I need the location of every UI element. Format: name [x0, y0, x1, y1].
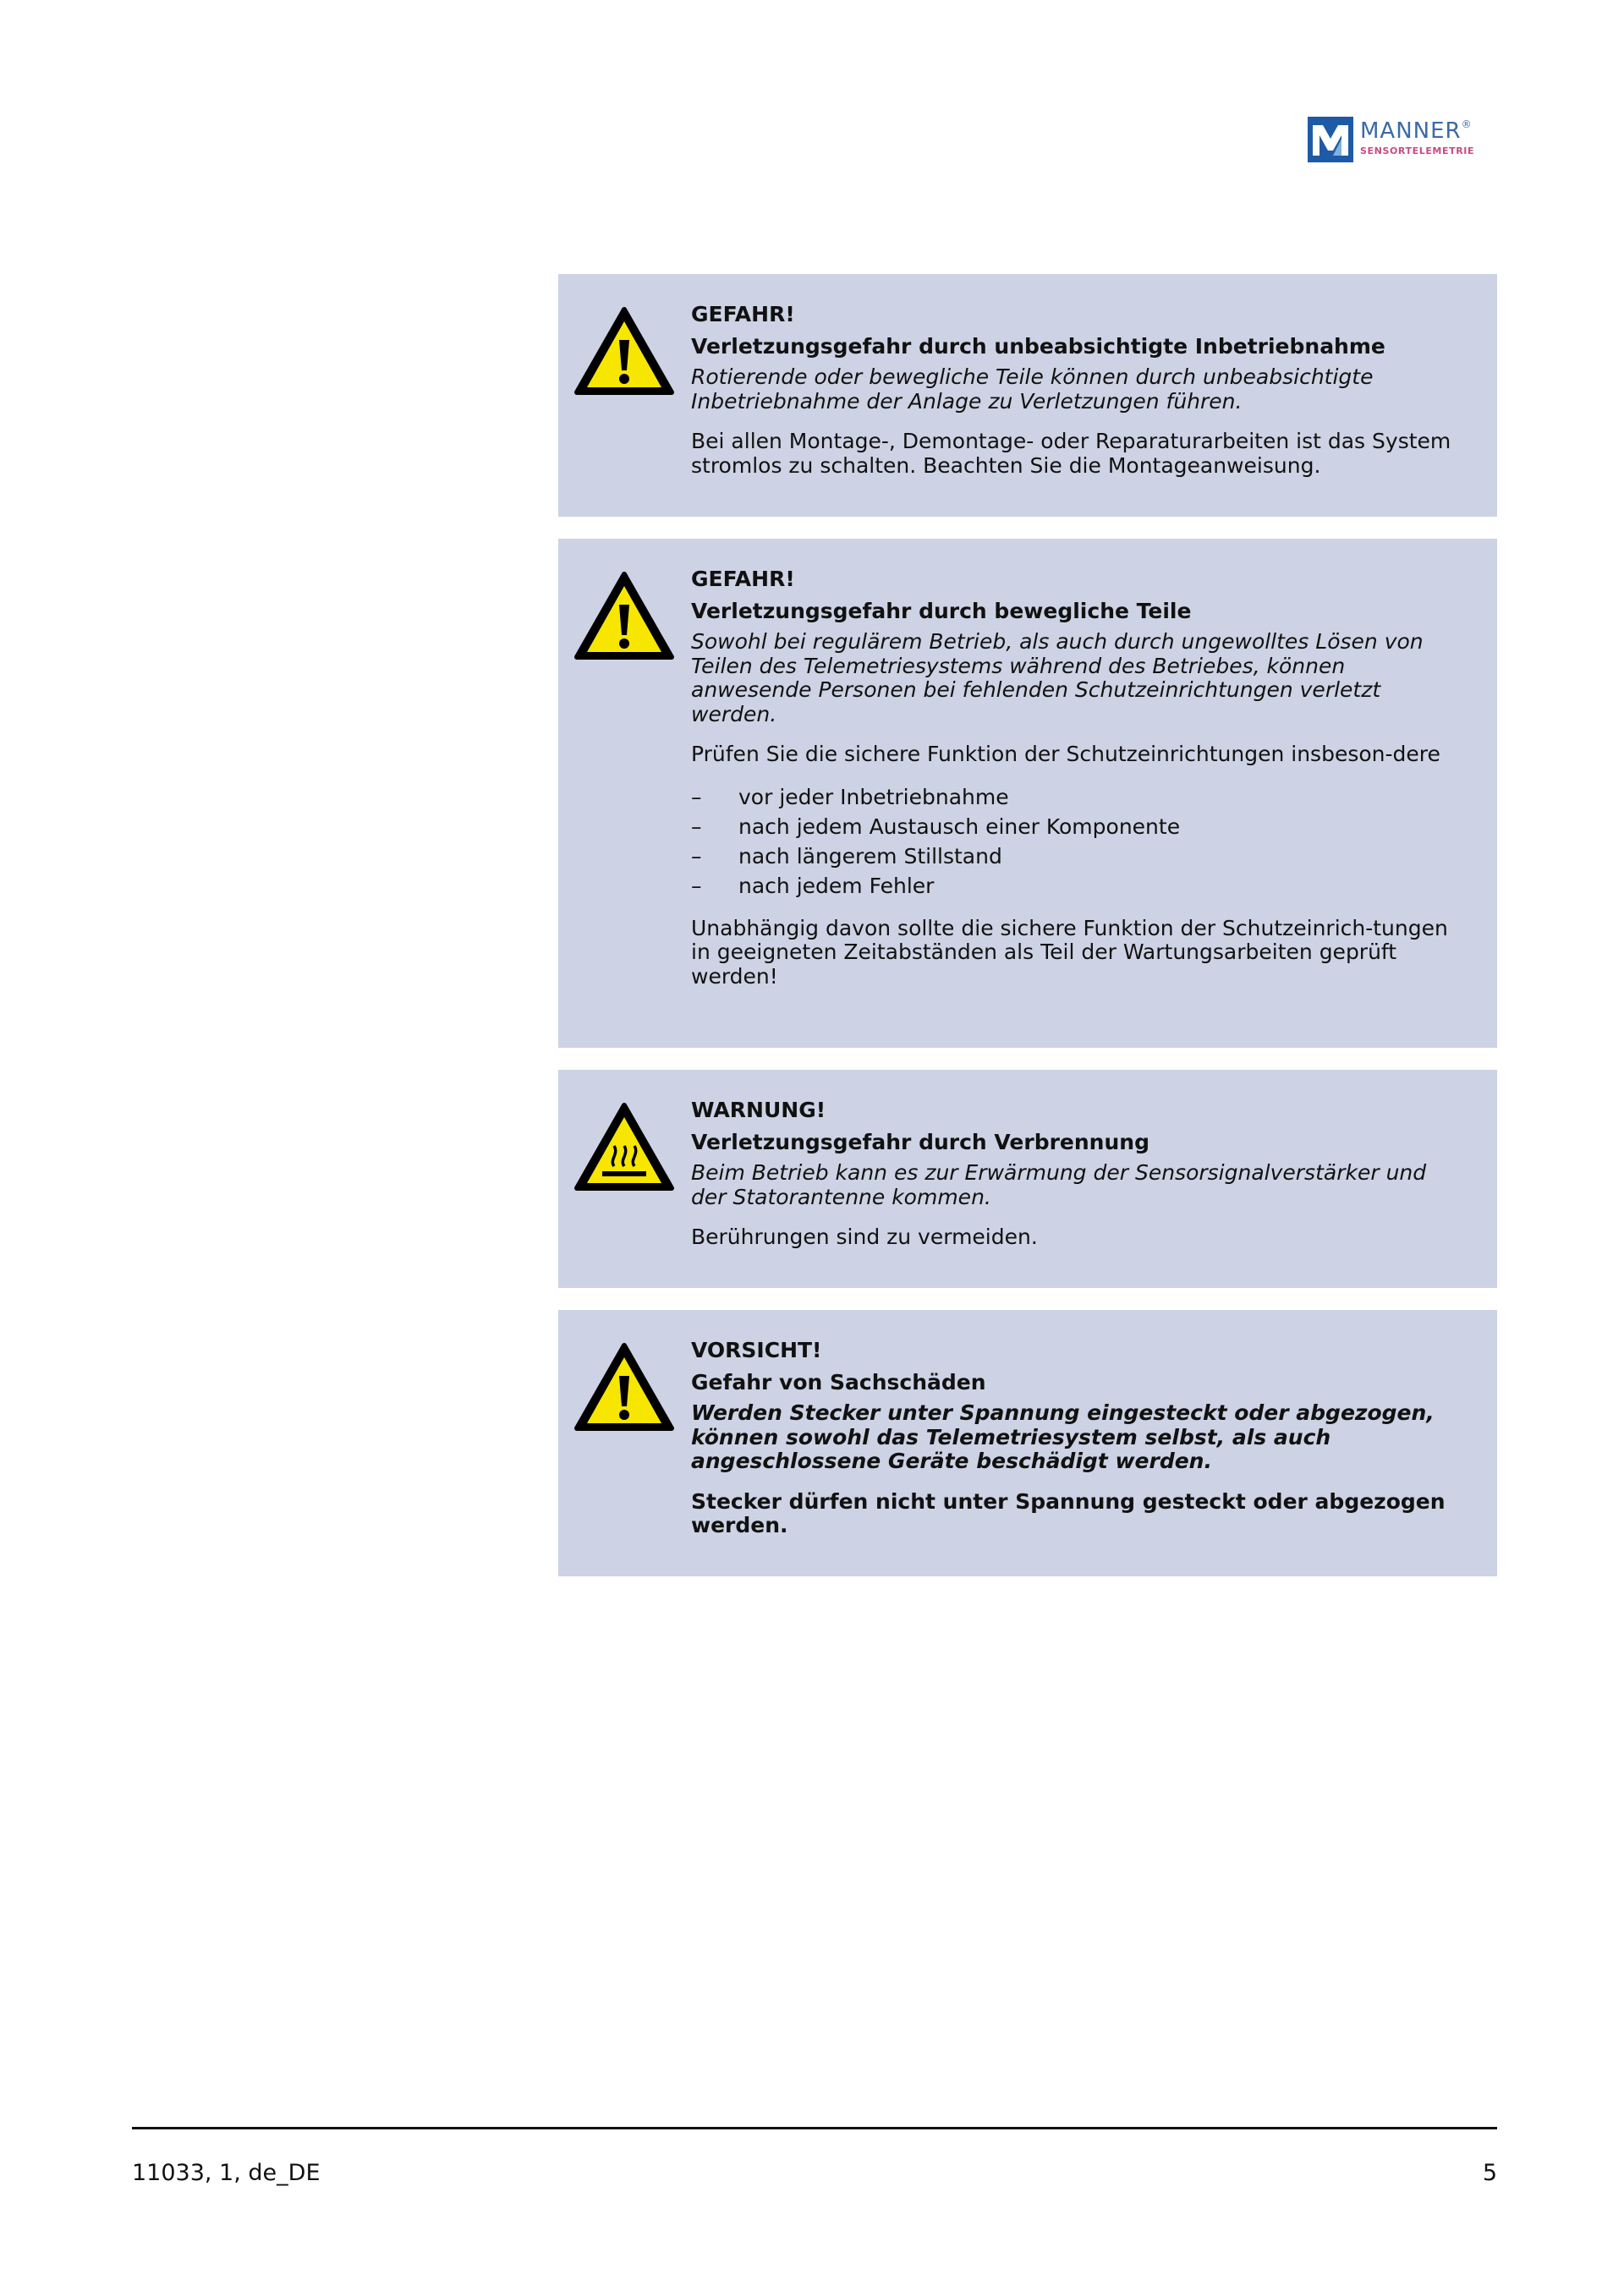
document-id: 11033, 1, de_DE: [132, 2160, 321, 2186]
hazard-description: Beim Betrieb kann es zur Erwärmung der Sensorsignalverstärker und der Statorantenne kommen.: [691, 1160, 1427, 1209]
general-warning-icon: [573, 571, 675, 660]
list-item: – nach jedem Fehler: [691, 873, 935, 898]
notice-headline: Verletzungsgefahr durch bewegliche Teile: [691, 598, 1192, 623]
signal-word: GEFAHR!: [691, 302, 795, 326]
company-logo: [1308, 117, 1494, 166]
logo-subtitle: SENSORTELEMETRIE: [1360, 145, 1475, 156]
logo-brand: MANNER®: [1360, 118, 1473, 144]
hazard-instruction: Stecker dürfen nicht unter Spannung gesteckt oder abgezogen werden.: [691, 1488, 1446, 1537]
signal-word: VORSICHT!: [691, 1338, 822, 1362]
list-item: – nach jedem Austausch einer Komponente: [691, 814, 1181, 839]
hazard-instruction: Bei allen Montage-, Demontage- oder Reparaturarbeiten ist das System stromlos zu schalten. Beachten Sie die Montageanweisung.: [691, 429, 1451, 478]
signal-word: GEFAHR!: [691, 567, 795, 591]
hazard-description: Rotierende oder bewegliche Teile können durch unbeabsichtigte Inbetriebnahme der Anlage zu Verletzungen führen.: [691, 364, 1374, 414]
notice-content: [691, 1099, 1463, 1250]
notice-headline: Gefahr von Sachschäden: [691, 1369, 986, 1395]
notice-headline: Verletzungsgefahr durch Verbrennung: [691, 1129, 1149, 1154]
list-item: – nach längerem Stillstand: [691, 843, 1002, 869]
maintenance-note: Unabhängig davon sollte die sichere Funktion der Schutzeinrich-tungen in geeigneten Zeitabständen als Teil der Wartungsarbeiten geprüft werden!: [691, 915, 1448, 989]
page-number: 5: [1482, 2160, 1497, 2186]
hot-surface-warning-icon: [573, 1102, 675, 1192]
notice-content: [691, 303, 1463, 478]
list-item: – vor jeder Inbetriebnahme: [691, 784, 1009, 809]
danger-notice-moving-parts: [558, 539, 1497, 1048]
warning-notice-burns: [558, 1070, 1497, 1288]
check-list: [691, 782, 1463, 901]
general-warning-icon: [573, 1342, 675, 1432]
caution-notice-property-damage: [558, 1310, 1497, 1576]
general-warning-icon: [573, 306, 675, 396]
footer-rule: [132, 2127, 1497, 2129]
logo-mark-icon: [1308, 117, 1353, 162]
notice-headline: Verletzungsgefahr durch unbeabsichtigte Inbetriebnahme: [691, 333, 1385, 359]
hazard-instruction: Prüfen Sie die sichere Funktion der Schutzeinrichtungen insbeson-dere: [691, 742, 1440, 766]
hazard-description: Werden Stecker unter Spannung eingesteckt oder abgezogen, können sowohl das Telemetriesystem selbst, als auch angeschlossene Geräte beschädigt werden.: [691, 1400, 1435, 1473]
hazard-description: Sowohl bei regulärem Betrieb, als auch durch ungewolltes Lösen von Teilen des Telemetriesystems während des Betriebes, können anwesende Personen bei fehlenden Schutzeinrichtungen verletzt werden.: [691, 629, 1424, 726]
signal-word: WARNUNG!: [691, 1098, 826, 1122]
notice-content: [691, 1339, 1463, 1538]
hazard-instruction: Berührungen sind zu vermeiden.: [691, 1225, 1038, 1249]
danger-notice-unintended-startup: [558, 274, 1497, 517]
notice-content: [691, 567, 1463, 989]
